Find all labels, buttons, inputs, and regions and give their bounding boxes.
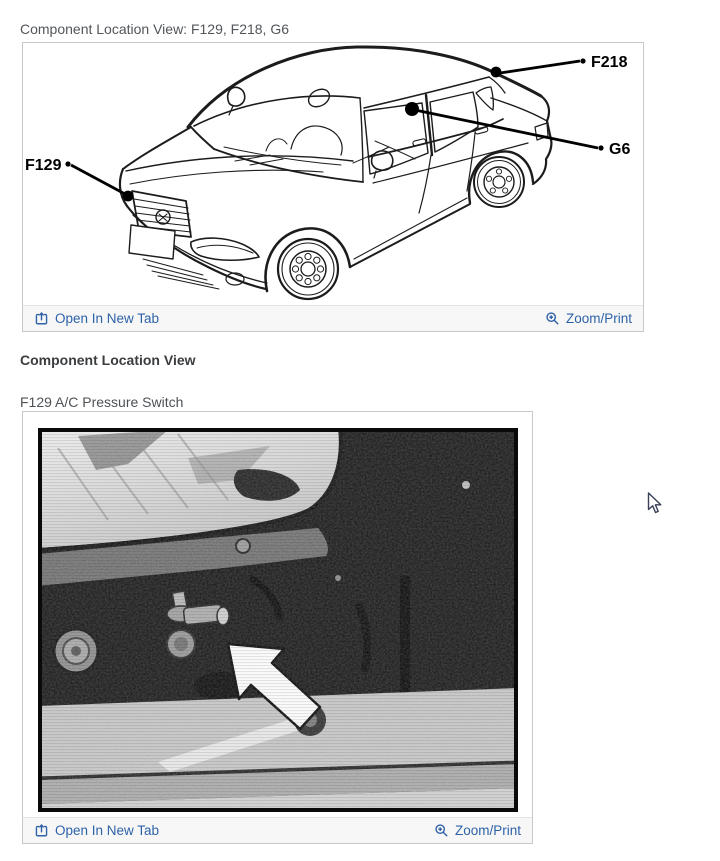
zoom-print-label: Zoom/Print	[565, 311, 632, 326]
photo-svg	[38, 428, 518, 812]
diagram-caption: Component Location View: F129, F218, G6	[20, 21, 290, 37]
callout-label-G6: G6	[609, 141, 631, 158]
open-in-new-tab-link-2[interactable]	[34, 823, 159, 838]
callout-label-F129: F129	[25, 157, 62, 174]
section-heading: Component Location View	[20, 352, 196, 368]
pressure-switch-photo-panel	[22, 411, 533, 844]
photo-caption: F129 A/C Pressure Switch	[20, 394, 184, 410]
callout-label-F218: F218	[591, 54, 628, 71]
zoom-print-link-2[interactable]	[434, 823, 521, 838]
photo-action-bar	[23, 817, 532, 843]
open-in-new-tab-label: Open In New Tab	[55, 311, 160, 326]
open-in-new-tab-icon	[34, 823, 49, 838]
component-location-diagram-panel	[22, 42, 644, 332]
car-diagram-svg	[23, 43, 643, 305]
car-line-art	[120, 47, 551, 299]
zoom-print-label-2: Zoom/Print	[454, 823, 521, 838]
mouse-cursor	[647, 492, 663, 514]
pressure-switch-photo	[23, 412, 532, 817]
open-in-new-tab-icon	[34, 311, 49, 326]
callout-F129	[25, 157, 133, 201]
open-in-new-tab-link[interactable]	[34, 311, 159, 326]
diagram-action-bar	[23, 305, 643, 331]
open-in-new-tab-label-2: Open In New Tab	[55, 823, 160, 838]
callout-F218	[491, 54, 628, 77]
zoom-plus-icon	[434, 823, 449, 838]
car-line-diagram	[23, 43, 643, 305]
zoom-print-link[interactable]	[545, 311, 632, 326]
zoom-plus-icon	[545, 311, 560, 326]
